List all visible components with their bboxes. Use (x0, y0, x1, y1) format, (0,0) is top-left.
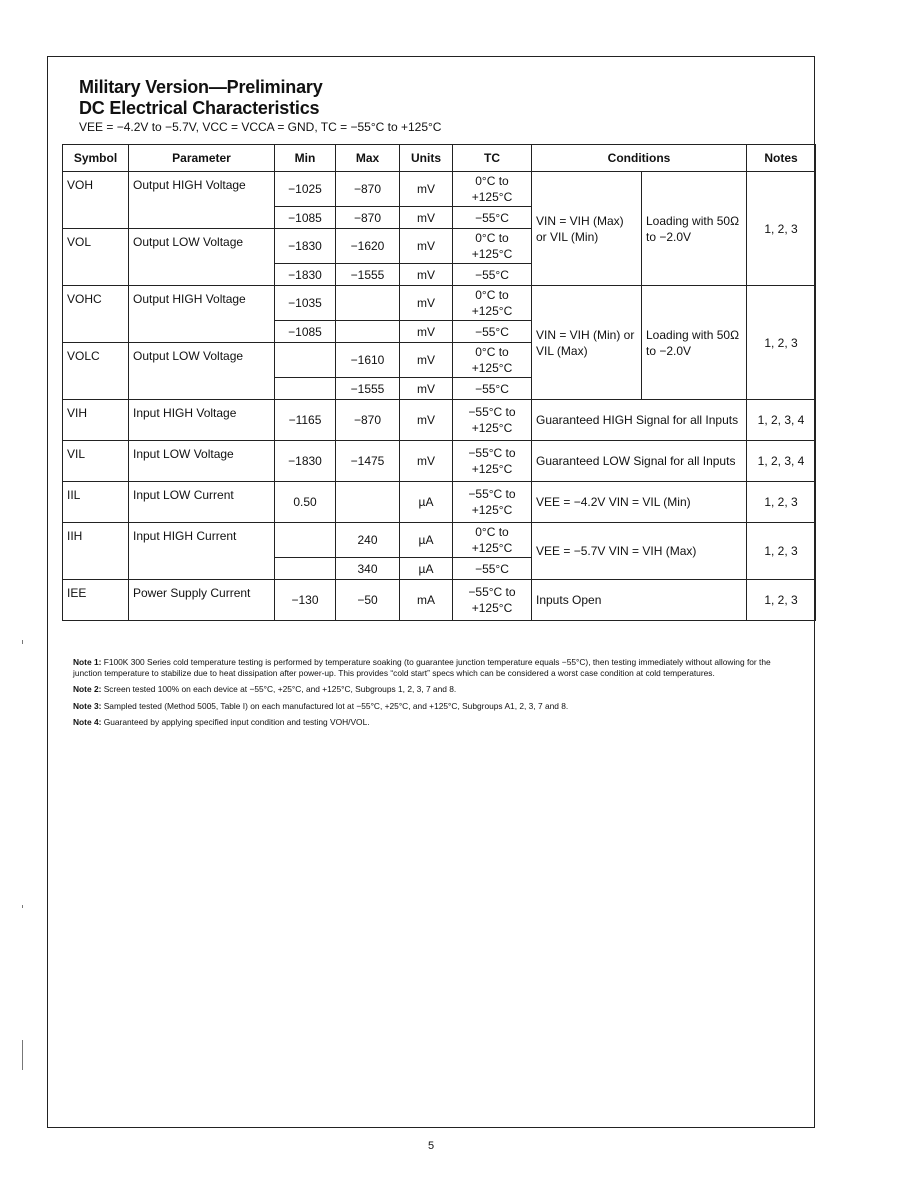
cell-tc: 0°C to +125°C (453, 172, 532, 207)
cell-min: −1085 (275, 207, 336, 229)
scan-margin-mark (22, 905, 23, 908)
table-header-row (63, 145, 816, 172)
header-min: Min (275, 145, 336, 172)
cell-tc: −55°C (453, 264, 532, 286)
cell-min: −1830 (275, 264, 336, 286)
cell-max (336, 286, 400, 321)
cell-parameter: Power Supply Current (129, 580, 275, 621)
footnote (73, 684, 799, 695)
cell-tc: 0°C to +125°C (453, 523, 532, 558)
cell-min: −1035 (275, 286, 336, 321)
header-conditions: Conditions (532, 145, 747, 172)
cell-min: −1025 (275, 172, 336, 207)
cell-tc: −55°C to +125°C (453, 580, 532, 621)
cell-max: −1555 (336, 378, 400, 400)
cell-min: −1165 (275, 400, 336, 441)
cell-tc: −55°C (453, 558, 532, 580)
table-row (63, 172, 816, 207)
cell-symbol: VOH (63, 172, 129, 229)
scan-margin-mark (22, 640, 23, 644)
header-tc: TC (453, 145, 532, 172)
title-line-2: DC Electrical Characteristics (79, 98, 320, 118)
cell-parameter: Output HIGH Voltage (129, 286, 275, 343)
table-row (63, 580, 816, 621)
cell-min: −130 (275, 580, 336, 621)
scan-margin-mark (22, 1040, 23, 1070)
cell-min: −1830 (275, 229, 336, 264)
footnotes (73, 657, 799, 734)
footnote-label: Note 4: (73, 717, 102, 727)
cell-max: −1555 (336, 264, 400, 286)
cell-parameter: Output LOW Voltage (129, 343, 275, 400)
cell-symbol: VOLC (63, 343, 129, 400)
cell-conditions: VIN = VIH (Max) or VIL (Min) (532, 172, 642, 286)
cell-notes: 1, 2, 3, 4 (747, 400, 816, 441)
cell-tc: −55°C (453, 207, 532, 229)
cell-parameter: Input HIGH Current (129, 523, 275, 580)
cell-symbol: VOL (63, 229, 129, 286)
footnote-label: Note 3: (73, 700, 102, 711)
cell-tc: 0°C to +125°C (453, 286, 532, 321)
cell-tc: 0°C to +125°C (453, 343, 532, 378)
cell-units: mV (400, 400, 453, 441)
cell-units: µA (400, 558, 453, 580)
cell-tc: −55°C (453, 378, 532, 400)
cell-units: mV (400, 441, 453, 482)
table-row (63, 286, 816, 321)
cell-units: mV (400, 321, 453, 343)
title-line-1: Military Version—Preliminary (79, 77, 323, 97)
footnote (73, 701, 799, 712)
cell-symbol: VIL (63, 441, 129, 482)
footnote (73, 717, 799, 728)
cell-units: mV (400, 343, 453, 378)
cell-units: mV (400, 172, 453, 207)
page-number: 5 (428, 1140, 435, 1152)
footnote-text: Screen tested 100% on each device at −55°C, +25°C, and +125°C, Subgroups 1, 2, 3, 7 and 8. (103, 684, 457, 694)
cell-max: −870 (336, 172, 400, 207)
header-notes: Notes (747, 145, 816, 172)
cell-conditions-loading: Loading with 50Ω to −2.0V (642, 172, 747, 286)
cell-parameter: Input LOW Current (129, 482, 275, 523)
cell-notes: 1, 2, 3, 4 (747, 441, 816, 482)
table-row (63, 482, 816, 523)
cell-max: 340 (336, 558, 400, 580)
cell-units: mV (400, 378, 453, 400)
cell-symbol: IEE (63, 580, 129, 621)
cell-conditions: Guaranteed HIGH Signal for all Inputs (532, 400, 747, 441)
cell-max: −870 (336, 207, 400, 229)
cell-max (336, 321, 400, 343)
cell-conditions-loading: Loading with 50Ω to −2.0V (642, 286, 747, 400)
footnote-label: Note 1: (73, 657, 102, 667)
table-row (63, 523, 816, 558)
cell-notes: 1, 2, 3 (747, 482, 816, 523)
cell-units: mV (400, 229, 453, 264)
table-row (63, 441, 816, 482)
cell-max (336, 482, 400, 523)
cell-units: mA (400, 580, 453, 621)
cell-symbol: VOHC (63, 286, 129, 343)
cell-parameter: Input LOW Voltage (129, 441, 275, 482)
cell-units: µA (400, 482, 453, 523)
cell-units: mV (400, 207, 453, 229)
cell-min (275, 343, 336, 378)
cell-min (275, 523, 336, 558)
cell-symbol: VIH (63, 400, 129, 441)
cell-max: −1475 (336, 441, 400, 482)
header-parameter: Parameter (129, 145, 275, 172)
cell-min (275, 558, 336, 580)
cell-min (275, 378, 336, 400)
cell-units: mV (400, 286, 453, 321)
dc-characteristics-table (62, 144, 816, 621)
cell-tc: 0°C to +125°C (453, 229, 532, 264)
cell-max: −870 (336, 400, 400, 441)
cell-conditions: VIN = VIH (Min) or VIL (Max) (532, 286, 642, 400)
cell-tc: −55°C to +125°C (453, 441, 532, 482)
cell-notes: 1, 2, 3 (747, 580, 816, 621)
cell-tc: −55°C to +125°C (453, 482, 532, 523)
cell-symbol: IIH (63, 523, 129, 580)
cell-conditions: Guaranteed LOW Signal for all Inputs (532, 441, 747, 482)
cell-min: −1830 (275, 441, 336, 482)
footnote-text: F100K 300 Series cold temperature testing is performed by temperature soaking (to guarantee junction temperature equals −55°C), then testing immediately without allowing for the junction temperature to stabilize due to heat dissipation after power-up. This provides “cold start” specs which can be considered a worst case condition at cold temperatures. (73, 657, 771, 678)
cell-notes: 1, 2, 3 (747, 523, 816, 580)
cell-tc: −55°C (453, 321, 532, 343)
table-row (63, 400, 816, 441)
cell-max: −1620 (336, 229, 400, 264)
section-heading (79, 77, 819, 135)
header-units: Units (400, 145, 453, 172)
test-conditions: VEE = −4.2V to −5.7V, VCC = VCCA = GND, TC = −55°C to +125°C (79, 120, 442, 134)
cell-notes: 1, 2, 3 (747, 172, 816, 286)
cell-parameter: Output HIGH Voltage (129, 172, 275, 229)
header-max: Max (336, 145, 400, 172)
cell-max: −1610 (336, 343, 400, 378)
footnote-text: Guaranteed by applying specified input condition and testing VOH/VOL. (103, 717, 370, 727)
header-symbol: Symbol (63, 145, 129, 172)
cell-symbol: IIL (63, 482, 129, 523)
footnote-label: Note 2: (73, 684, 102, 694)
footnote-text: Sampled tested (Method 5005, Table I) on each manufactured lot at −55°C, +25°C, and +125°C, Subgroups A1, 2, 3, 7 and 8. (103, 700, 569, 711)
cell-conditions: VEE = −4.2V VIN = VIL (Min) (532, 482, 747, 523)
cell-units: µA (400, 523, 453, 558)
cell-parameter: Output LOW Voltage (129, 229, 275, 286)
cell-notes: 1, 2, 3 (747, 286, 816, 400)
cell-units: mV (400, 264, 453, 286)
cell-max: 240 (336, 523, 400, 558)
cell-min: −1085 (275, 321, 336, 343)
cell-max: −50 (336, 580, 400, 621)
cell-tc: −55°C to +125°C (453, 400, 532, 441)
cell-parameter: Input HIGH Voltage (129, 400, 275, 441)
cell-min: 0.50 (275, 482, 336, 523)
footnote (73, 657, 799, 678)
cell-conditions: VEE = −5.7V VIN = VIH (Max) (532, 523, 747, 580)
cell-conditions: Inputs Open (532, 580, 747, 621)
